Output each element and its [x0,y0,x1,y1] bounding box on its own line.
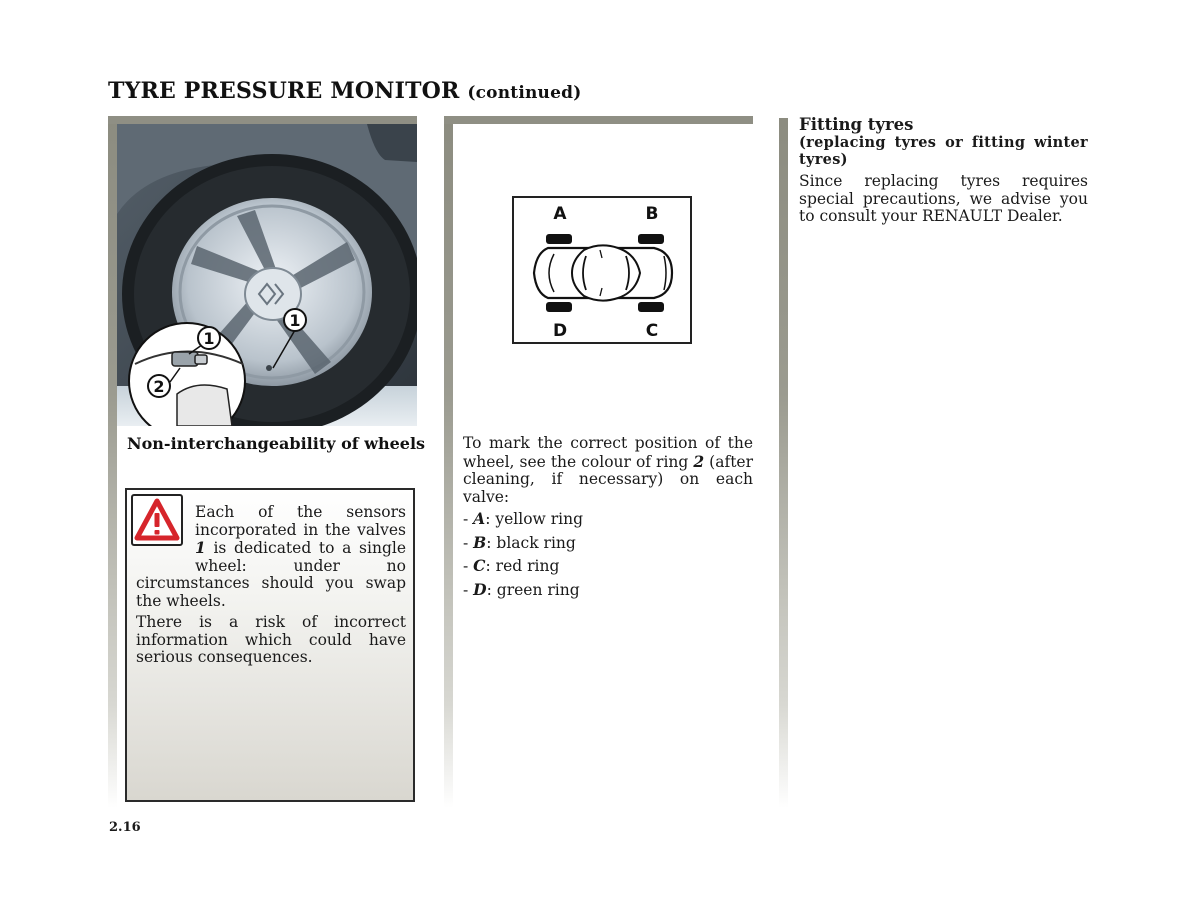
wheel-letter: A [473,509,486,528]
list-item [463,510,753,528]
column-top-bar-middle [444,116,753,124]
list-item [463,534,753,552]
callout-label-1-inset: 1 [203,329,215,348]
ring-colour-text: : red ring [485,557,560,575]
ring-colour-list [463,510,753,599]
page-title [108,78,581,104]
warning-box [125,488,415,802]
callout-label-1-wheel: 1 [289,311,301,330]
callout-2-inset [148,375,170,397]
intro-text-part: To mark the correct position of the wheel, see the colour of ring [463,434,753,471]
callout-label-2-inset: 2 [153,377,165,396]
page-number: 2.16 [109,820,141,835]
valve-reference-number: 1 [195,538,206,557]
column-rail-middle [444,118,453,808]
warning-paragraph-2: There is a risk of incorrect information which could have serious consequences. [136,613,406,666]
wheel-letter: C [473,556,486,575]
column-top-bar-left [108,116,417,124]
wheel-letter: D [473,579,487,599]
ring-colour-text: : green ring [486,580,580,599]
callout-1-wheel [284,309,306,331]
list-item [463,557,753,575]
diagram-label-d: D [552,321,568,341]
callout-1-inset [198,327,220,349]
page-title-suffix: (continued) [467,83,582,103]
list-item [463,581,753,599]
non-interchangeability-heading: Non-interchangeability of wheels [127,434,426,453]
diagram-label-a: A [553,204,567,224]
warning-text [136,504,406,671]
list-dash: - [463,580,474,599]
column-rail-left [108,118,117,808]
list-dash: - [463,510,474,528]
ring-reference-number: 2 [693,451,705,471]
diagram-label-b: B [645,204,659,224]
photo-callouts [117,124,417,426]
ring-colour-text: : yellow ring [485,510,583,528]
wheel-position-diagram [512,196,692,344]
wheel-photo [117,124,417,426]
list-dash: - [463,533,474,552]
warning-text-part: is dedicated to a single wheel: under no circumstances should you swap the wheels. [136,539,406,610]
ring-colour-section [463,435,753,604]
page-title-main: TYRE PRESSURE MONITOR [108,78,460,104]
column-rail-right [779,118,788,808]
ring-colour-intro [463,435,753,506]
diagram-label-c: C [645,321,659,341]
fitting-tyres-body: Since replacing tyres requires special precautions, we advise you to consult your RENAULT Dealer. [799,172,1088,225]
wheel-letter: B [473,532,487,552]
fitting-tyres-heading: Fitting tyres [799,115,914,134]
intro-text-part: (after cleaning, if necessary) on each valve: [463,452,753,506]
ring-colour-text: : black ring [486,533,576,552]
list-dash: - [463,557,474,575]
car-top-view-icon [514,198,690,342]
fitting-tyres-subheading: (replacing tyres or fitting winter tyres) [799,134,1088,168]
warning-text-part: Each of the sensors incorporated in the valves [195,503,406,539]
fitting-tyres-section [799,116,1088,226]
